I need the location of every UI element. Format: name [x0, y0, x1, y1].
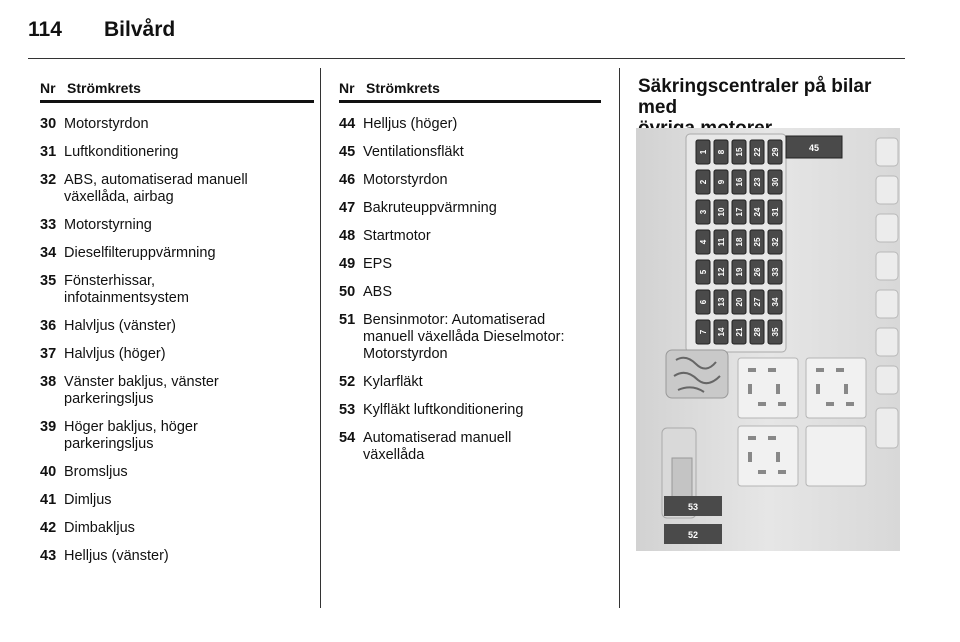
- circuit-number: 44: [339, 116, 356, 132]
- circuit-name: ABS: [363, 284, 393, 300]
- fuse-label: 27: [753, 297, 762, 307]
- fuse-label: 6: [699, 299, 708, 305]
- circuit-name: Bensinmotor: Automatiserad manuell växellåda Dieselmotor: Motorstyrdon: [363, 312, 565, 362]
- fuse-53-label: 53: [687, 502, 699, 512]
- circuit-row: [339, 312, 601, 363]
- fuse-label: 10: [717, 207, 726, 217]
- table-header: [339, 80, 601, 103]
- circuit-row: [40, 419, 314, 453]
- circuit-name: Bromsljus: [64, 464, 128, 480]
- circuit-row: [40, 520, 314, 537]
- circuit-table-left: [40, 80, 314, 565]
- fuse-box-diagram: [636, 128, 900, 551]
- fuse-label: 34: [771, 297, 780, 307]
- table-rows: [40, 103, 314, 565]
- circuit-number: 48: [339, 228, 356, 244]
- circuit-row: [40, 273, 314, 307]
- table-header: [40, 80, 314, 103]
- circuit-number: 34: [40, 245, 57, 261]
- fuse-label: 32: [771, 237, 780, 247]
- circuit-row: [40, 172, 314, 206]
- circuit-name: Dieselfilteruppvärmning: [64, 245, 216, 261]
- fuse-label: 11: [717, 237, 726, 247]
- circuit-row: [339, 256, 601, 273]
- circuit-number: 36: [40, 318, 57, 334]
- fuse-label: 22: [753, 147, 762, 157]
- circuit-row: [40, 144, 314, 161]
- fuse-label: 5: [699, 269, 708, 275]
- fuse-label: 23: [753, 177, 762, 187]
- fuse-label: 35: [771, 327, 780, 337]
- circuit-number: 51: [339, 312, 356, 328]
- circuit-row: [40, 374, 314, 408]
- circuit-table-right: [339, 80, 601, 464]
- circuit-name: Helljus (höger): [363, 116, 458, 132]
- fuse-label: 8: [717, 149, 726, 155]
- fuse-label: 14: [717, 327, 726, 337]
- circuit-name: Motorstyrdon: [363, 172, 448, 188]
- circuit-number: 53: [339, 402, 356, 418]
- fuse-label: 16: [735, 177, 744, 187]
- circuit-number: 41: [40, 492, 57, 508]
- circuit-row: [40, 548, 314, 565]
- fuse-grid: [696, 140, 782, 344]
- circuit-row: [40, 346, 314, 363]
- circuit-row: [339, 144, 601, 161]
- circuit-row: [40, 217, 314, 234]
- fuse-label: 17: [735, 207, 744, 217]
- header-nr: Nr: [40, 80, 56, 96]
- header-label: Strömkrets: [366, 80, 440, 96]
- circuit-name: Automatiserad manuell växellåda: [363, 430, 512, 463]
- circuit-name: Dimljus: [64, 492, 112, 508]
- circuit-row: [40, 116, 314, 133]
- circuit-name: Fönsterhissar, infotainmentsystem: [64, 273, 189, 306]
- page-title: Bilvård: [104, 18, 176, 41]
- circuit-number: 43: [40, 548, 57, 564]
- circuit-number: 35: [40, 273, 57, 289]
- page-number: 114: [28, 18, 62, 41]
- circuit-name: Motorstyrning: [64, 217, 152, 233]
- fuse-label: 12: [717, 267, 726, 277]
- fuse-label: 19: [735, 267, 744, 277]
- circuit-name: Kylfläkt luftkonditionering: [363, 402, 524, 418]
- column-divider: [320, 68, 321, 608]
- fuse-label: 9: [717, 179, 726, 185]
- fuse-label: 26: [753, 267, 762, 277]
- fuse-52-label: 52: [687, 530, 699, 540]
- fuse-label: 18: [735, 237, 744, 247]
- circuit-number: 38: [40, 374, 57, 390]
- fuse-label: 31: [771, 207, 780, 217]
- fuse-label: 25: [753, 237, 762, 247]
- circuit-row: [339, 430, 601, 464]
- circuit-name: Dimbakljus: [64, 520, 135, 536]
- header-label: Strömkrets: [67, 80, 141, 96]
- circuit-number: 40: [40, 464, 57, 480]
- circuit-name: ABS, automatiserad manuell växellåda, airbag: [64, 172, 248, 205]
- circuit-name: Höger bakljus, höger parkeringsljus: [64, 419, 198, 452]
- circuit-row: [339, 374, 601, 391]
- header-nr: Nr: [339, 80, 355, 96]
- circuit-name: Halvljus (vänster): [64, 318, 176, 334]
- circuit-name: EPS: [363, 256, 393, 272]
- circuit-row: [40, 492, 314, 509]
- fuse-label: 1: [699, 149, 708, 155]
- circuit-name: Kylarfläkt: [363, 374, 423, 390]
- section-title: Säkringscentraler på bilar med: [638, 76, 872, 118]
- circuit-number: 46: [339, 172, 356, 188]
- circuit-row: [40, 464, 314, 481]
- circuit-number: 54: [339, 430, 356, 446]
- circuit-name: Startmotor: [363, 228, 431, 244]
- circuit-name: Luftkonditionering: [64, 144, 179, 160]
- fuse-label: 4: [699, 239, 708, 245]
- circuit-name: Bakruteuppvärmning: [363, 200, 497, 216]
- fuse-label: 33: [771, 267, 780, 277]
- circuit-name: Helljus (vänster): [64, 548, 169, 564]
- fuse-label: 30: [771, 177, 780, 187]
- circuit-number: 39: [40, 419, 57, 435]
- column-divider: [619, 68, 620, 608]
- circuit-name: Vänster bakljus, vänster parkeringsljus: [64, 374, 219, 407]
- circuit-row: [339, 228, 601, 245]
- header-rule: [28, 58, 905, 59]
- circuit-number: 49: [339, 256, 356, 272]
- circuit-number: 32: [40, 172, 57, 188]
- circuit-number: 30: [40, 116, 57, 132]
- fuse-45-label: 45: [808, 143, 820, 153]
- circuit-number: 50: [339, 284, 356, 300]
- circuit-number: 47: [339, 200, 356, 216]
- fuse-label: 3: [699, 209, 708, 215]
- circuit-name: Motorstyrdon: [64, 116, 149, 132]
- circuit-name: Halvljus (höger): [64, 346, 166, 362]
- fuse-label: 15: [735, 147, 744, 157]
- circuit-row: [339, 116, 601, 133]
- circuit-row: [339, 402, 601, 419]
- circuit-name: Ventilationsfläkt: [363, 144, 464, 160]
- circuit-row: [339, 172, 601, 189]
- fuse-label: 7: [699, 329, 708, 335]
- circuit-row: [339, 284, 601, 301]
- fuse-label: 28: [753, 327, 762, 337]
- page-header: [28, 18, 175, 42]
- circuit-number: 37: [40, 346, 57, 362]
- circuit-row: [339, 200, 601, 217]
- fuse-label: 13: [717, 297, 726, 307]
- fuse-label: 29: [771, 147, 780, 157]
- table-rows: [339, 103, 601, 464]
- circuit-number: 33: [40, 217, 57, 233]
- circuit-number: 31: [40, 144, 57, 160]
- fuse-label: 20: [735, 297, 744, 307]
- circuit-row: [40, 245, 314, 262]
- circuit-row: [40, 318, 314, 335]
- circuit-number: 45: [339, 144, 356, 160]
- fuse-label: 21: [735, 327, 744, 337]
- fuse-label: 24: [753, 207, 762, 217]
- circuit-number: 42: [40, 520, 57, 536]
- fuse-label: 2: [699, 179, 708, 185]
- circuit-number: 52: [339, 374, 356, 390]
